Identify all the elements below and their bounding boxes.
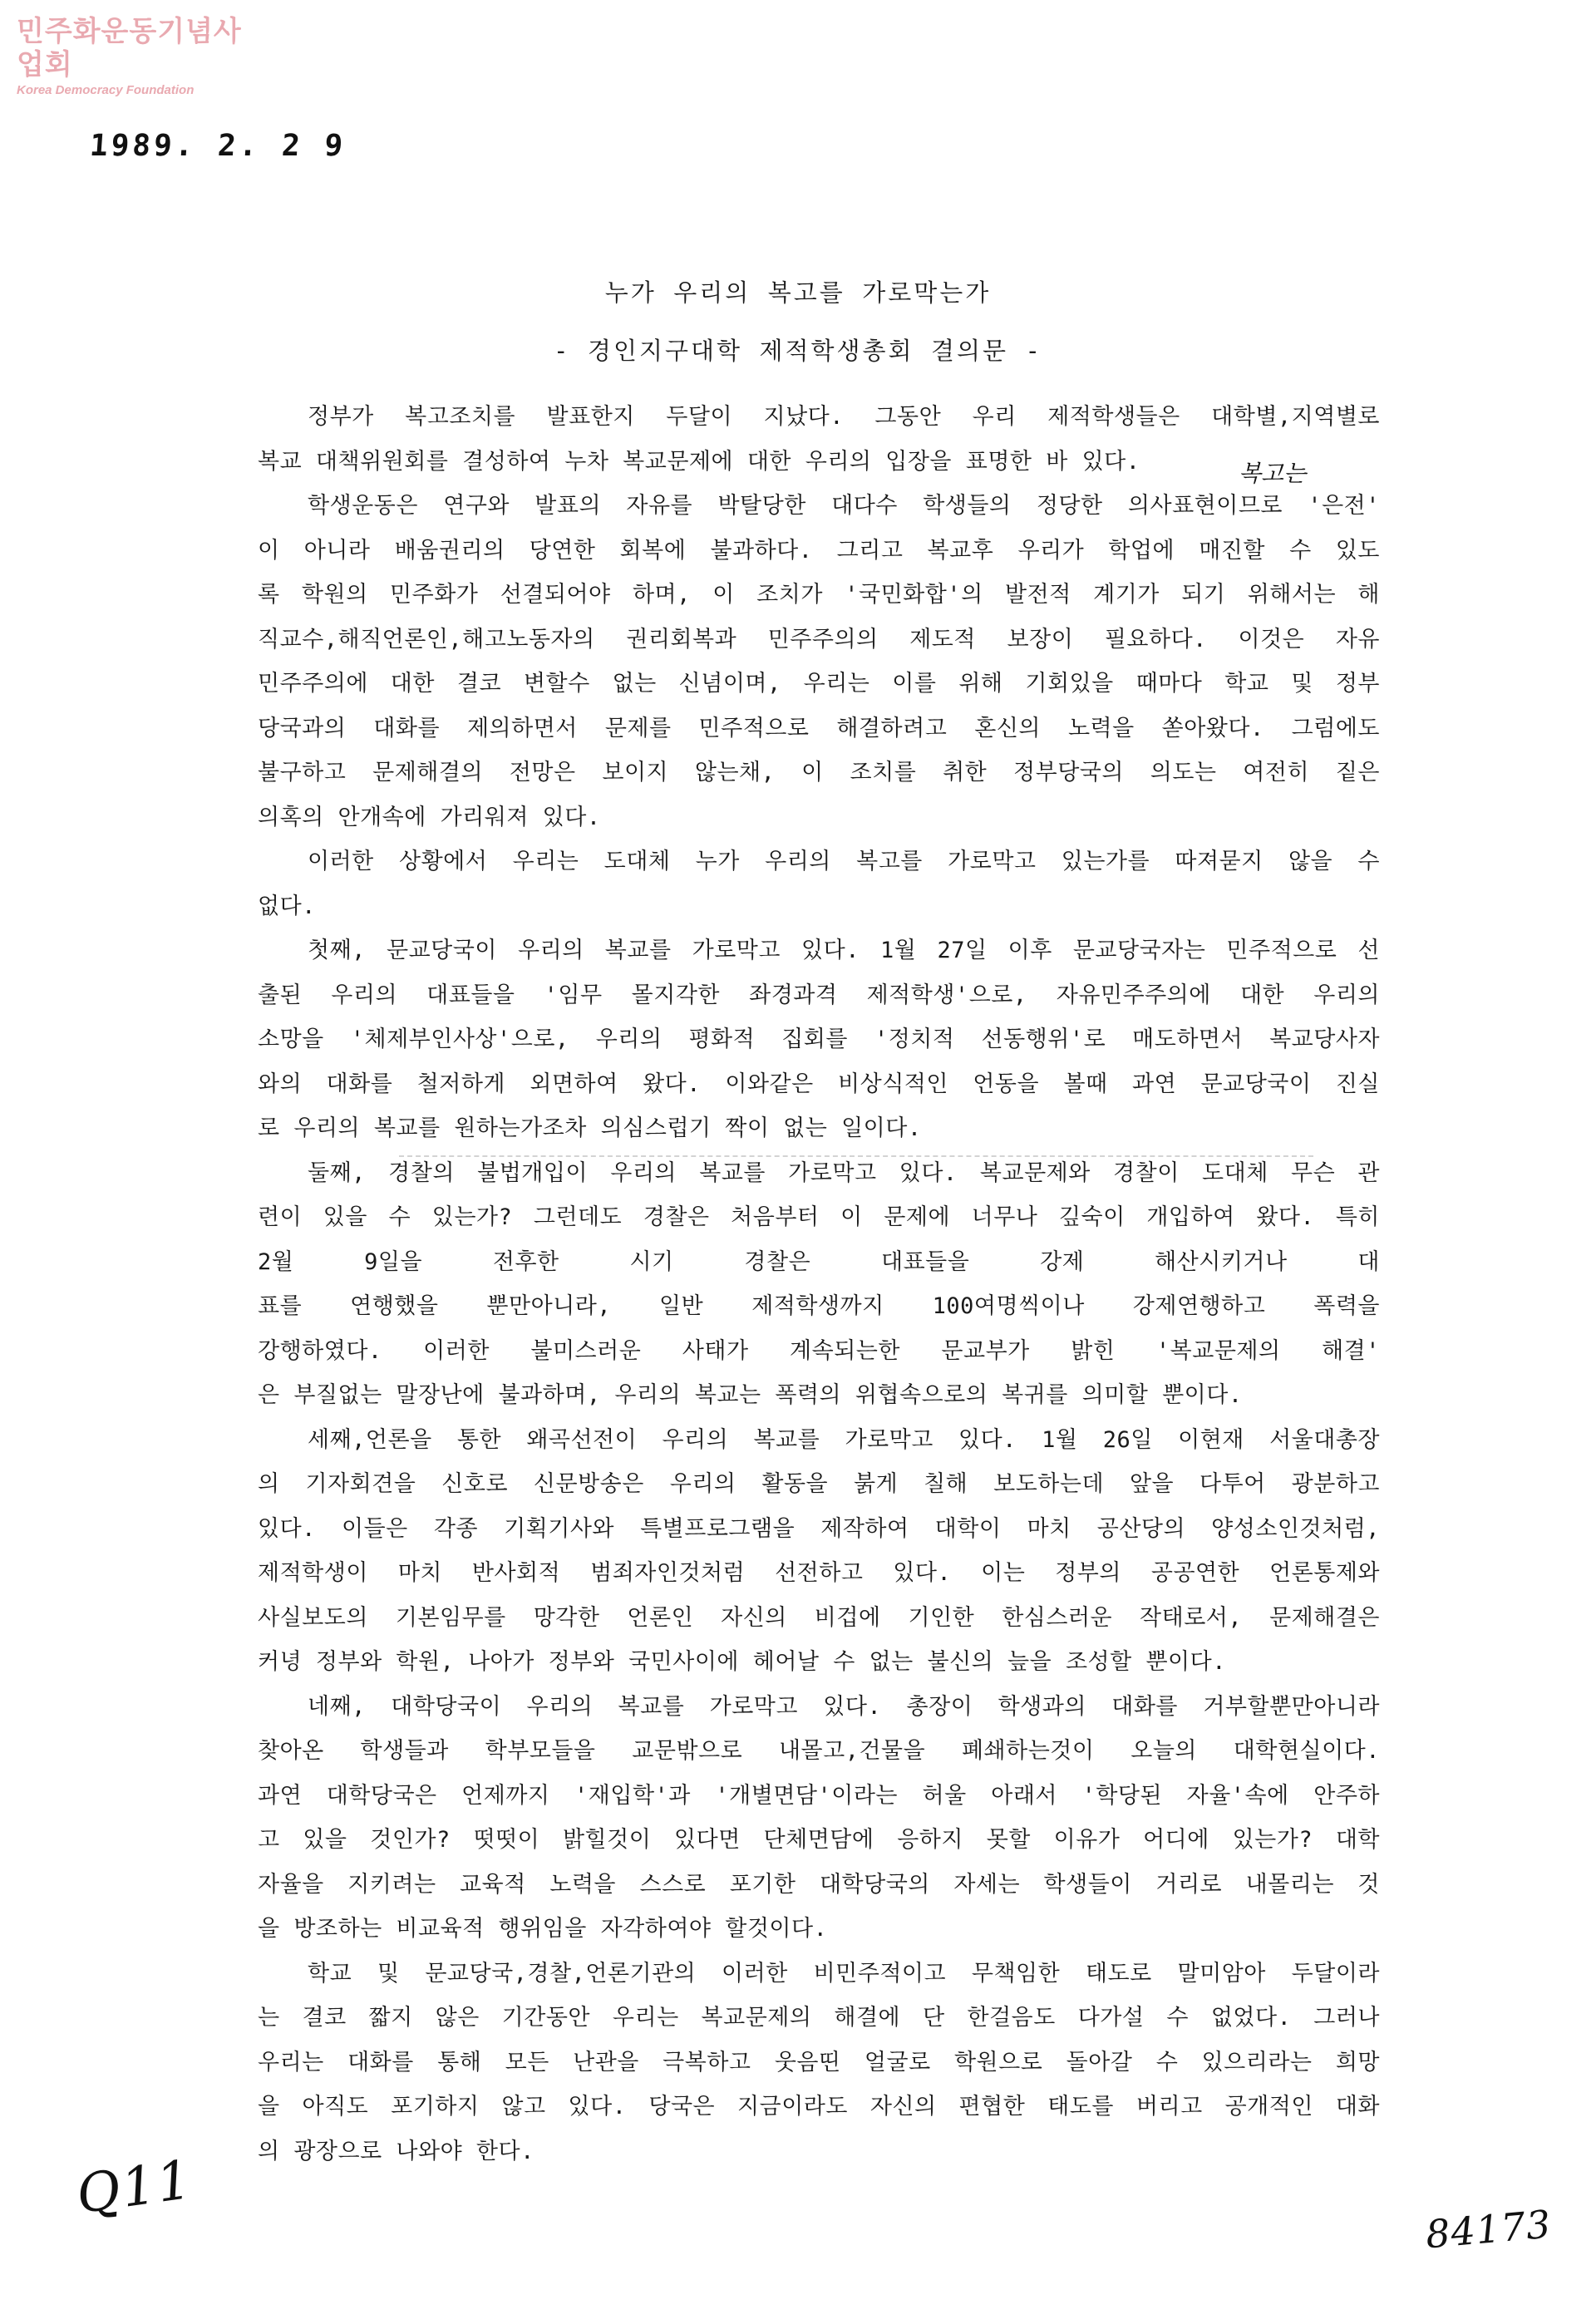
scan-artifact	[399, 1155, 1313, 1169]
handwritten-archive-number: 84173	[1423, 2201, 1554, 2257]
body-line: 강행하였다. 이러한 불미스러운 사태가 계속되는한 문교부가 밝힌 '복교문제의 해결'	[258, 1337, 1380, 1364]
body-line: 이 아니라 배움권리의 당연한 회복에 불과하다. 그리고 복교후 우리가 학업에 매진할 수 있도	[258, 537, 1380, 564]
body-line: 출된 우리의 대표들을 '임무 몰지각한 좌경과격 제적학생'으로, 자유민주주의에 대한 우리의	[258, 982, 1380, 1008]
body-line: 불구하고 문제해결의 전망은 보이지 않는채, 이 조치를 취한 정부당국의 의도는 여전히 짙은	[258, 760, 1380, 785]
date-stamp: 1989. 2. 2 9	[88, 129, 347, 163]
body-line: 없다.	[258, 893, 316, 919]
document-body	[258, 395, 1380, 2174]
body-line: 을 아직도 포기하지 않고 있다. 당국은 지금이라도 자신의 편협한 태도를 버리고 공개적인 대화	[258, 2094, 1380, 2120]
body-line: 제적학생이 마치 반사회적 범죄자인것처럼 선전하고 있다. 이는 정부의 공공연한 언론통제와	[258, 1560, 1380, 1586]
body-line: 정부가 복고조치를 발표한지 두달이 지났다. 그동안 우리 제적학생들은 대학별,지역별로	[308, 404, 1380, 430]
body-line: 련이 있을 수 있는가? 그런데도 경찰은 처음부터 이 문제에 너무나 깊숙이 개입하여 왔다. 특히	[258, 1204, 1380, 1230]
body-line: 직교수,해직언론인,해고노동자의 권리회복과 민주주의의 제도적 보장이 필요하다. 이것은 자유	[258, 626, 1380, 652]
document-subtitle: - 경인지구대학 제적학생총회 결의문 -	[554, 337, 1042, 365]
body-line: 와의 대화를 철저하게 외면하여 왔다. 이와같은 비상식적인 언동을 볼때 과연 문교당국이 진실	[258, 1071, 1380, 1097]
body-line: 자율을 지키려는 교육적 노력을 스스로 포기한 대학당국의 자세는 학생들이 거리로 내몰리는 것	[258, 1871, 1380, 1898]
body-line: 록 학원의 민주화가 선결되어야 하며, 이 조치가 '국민화합'의 발전적 계기가 되기 위해서는 해	[258, 582, 1380, 608]
document-title: 누가 우리의 복고를 가로막는가	[604, 278, 992, 307]
body-line: 민주주의에 대한 결코 변할수 없는 신념이며, 우리는 이를 위해 기회있을 때마다 학교 및 정부	[258, 671, 1380, 697]
body-line: 는 결코 짧지 않은 기간동안 우리는 복교문제의 해결에 단 한걸음도 다가설 수 없었다. 그러나	[258, 2005, 1380, 2031]
body-line: 네째, 대학당국이 우리의 복교를 가로막고 있다. 총장이 학생과의 대화를 거부할뿐만아니라	[308, 1693, 1380, 1720]
foundation-watermark	[17, 15, 258, 98]
watermark-korean: 민주화운동기념사업회	[17, 15, 242, 81]
body-line: 표를 연행했을 뿐만아니라, 일반 제적학생까지 100여명씩이나 강제연행하고 폭력을	[258, 1293, 1380, 1319]
body-line: 2월 9일을 전후한 시기 경찰은 대표들을 강제 해산시키거나 대	[258, 1248, 1380, 1275]
body-line: 을 방조하는 비교육적 행위임을 자각하여야 할것이다.	[258, 1916, 828, 1942]
body-line: 사실보도의 기본임무를 망각한 언론인 자신의 비겁에 기인한 한심스러운 작태로서, 문제해결은	[258, 1604, 1380, 1631]
body-line: 세째,언론을 통한 왜곡선전이 우리의 복교를 가로막고 있다. 1월 26일 이현재 서울대총장	[308, 1426, 1380, 1453]
body-line: 의 광장으로 나와야 한다.	[258, 2138, 534, 2164]
handwritten-annotation: 복고는	[1239, 460, 1307, 487]
body-line: 고 있을 것인가? 떳떳이 밝힐것이 있다면 단체면담에 응하지 못할 이유가 어디에 있는가? 대학	[258, 1827, 1380, 1853]
body-line: 이러한 상황에서 우리는 도대체 누가 우리의 복고를 가로막고 있는가를 따져묻지 않을 수	[308, 849, 1380, 874]
body-line: 첫째, 문교당국이 우리의 복교를 가로막고 있다. 1월 27일 이후 문교당국자는 민주적으로 선	[308, 938, 1380, 963]
body-line: 우리는 대화를 통해 모든 난관을 극복하고 웃음띤 얼굴로 학원으로 돌아갈 수 있으리라는 희망	[258, 2049, 1380, 2075]
body-line: 찾아온 학생들과 학부모들을 교문밖으로 내몰고,건물을 폐쇄하는것이 오늘의 대학현실이다.	[258, 1738, 1380, 1764]
handwritten-page-mark: Q11	[72, 2149, 197, 2227]
body-line: 학생운동은 연구와 발표의 자유를 박탈당한 대다수 학생들의 정당한 의사표현이므로 '은전'	[308, 493, 1380, 519]
body-line: 당국과의 대화를 제의하면서 문제를 민주적으로 해결하려고 혼신의 노력을 쏟아왔다. 그럼에도	[258, 715, 1380, 741]
body-line: 학교 및 문교당국,경찰,언론기관의 이러한 비민주적이고 무책임한 태도로 말미암아 두달이라	[308, 1960, 1380, 1987]
body-line: 소망을 '체제부인사상'으로, 우리의 평화적 집회를 '정치적 선동행위'로 매도하면서 복교당사자	[258, 1027, 1380, 1052]
body-line: 의혹의 안개속에 가리워져 있다.	[258, 804, 601, 830]
body-line: 복교 대책위원회를 결성하여 누차 복교문제에 대한 우리의 입장을 표명한 바 있다.	[258, 448, 1140, 475]
body-line: 의 기자회견을 신호로 신문방송은 우리의 활동을 붉게 칠해 보도하는데 앞을 다투어 광분하고	[258, 1471, 1380, 1497]
body-line: 둘째, 경찰의 불법개입이 우리의 복교를 가로막고 있다. 복교문제와 경찰이 도대체 무슨 관	[308, 1160, 1380, 1186]
body-line: 은 부질없는 말장난에 불과하며, 우리의 복교는 폭력의 위협속으로의 복귀를 의미할 뿐이다.	[258, 1382, 1243, 1408]
watermark-english: Korea Democracy Foundation	[17, 83, 195, 97]
body-line: 과연 대학당국은 언제까지 '재입학'과 '개별면담'이라는 허울 아래서 '학당된 자율'속에 안주하	[258, 1782, 1380, 1809]
body-line: 있다. 이들은 각종 기획기사와 특별프로그램을 제작하여 대학이 마치 공산당의 양성소인것처럼,	[258, 1515, 1380, 1542]
body-line: 커녕 정부와 학원, 나아가 정부와 국민사이에 헤어날 수 없는 불신의 늪을 조성할 뿐이다.	[258, 1649, 1226, 1675]
body-line: 로 우리의 복교를 원하는가조차 의심스럽기 짝이 없는 일이다.	[258, 1115, 922, 1141]
